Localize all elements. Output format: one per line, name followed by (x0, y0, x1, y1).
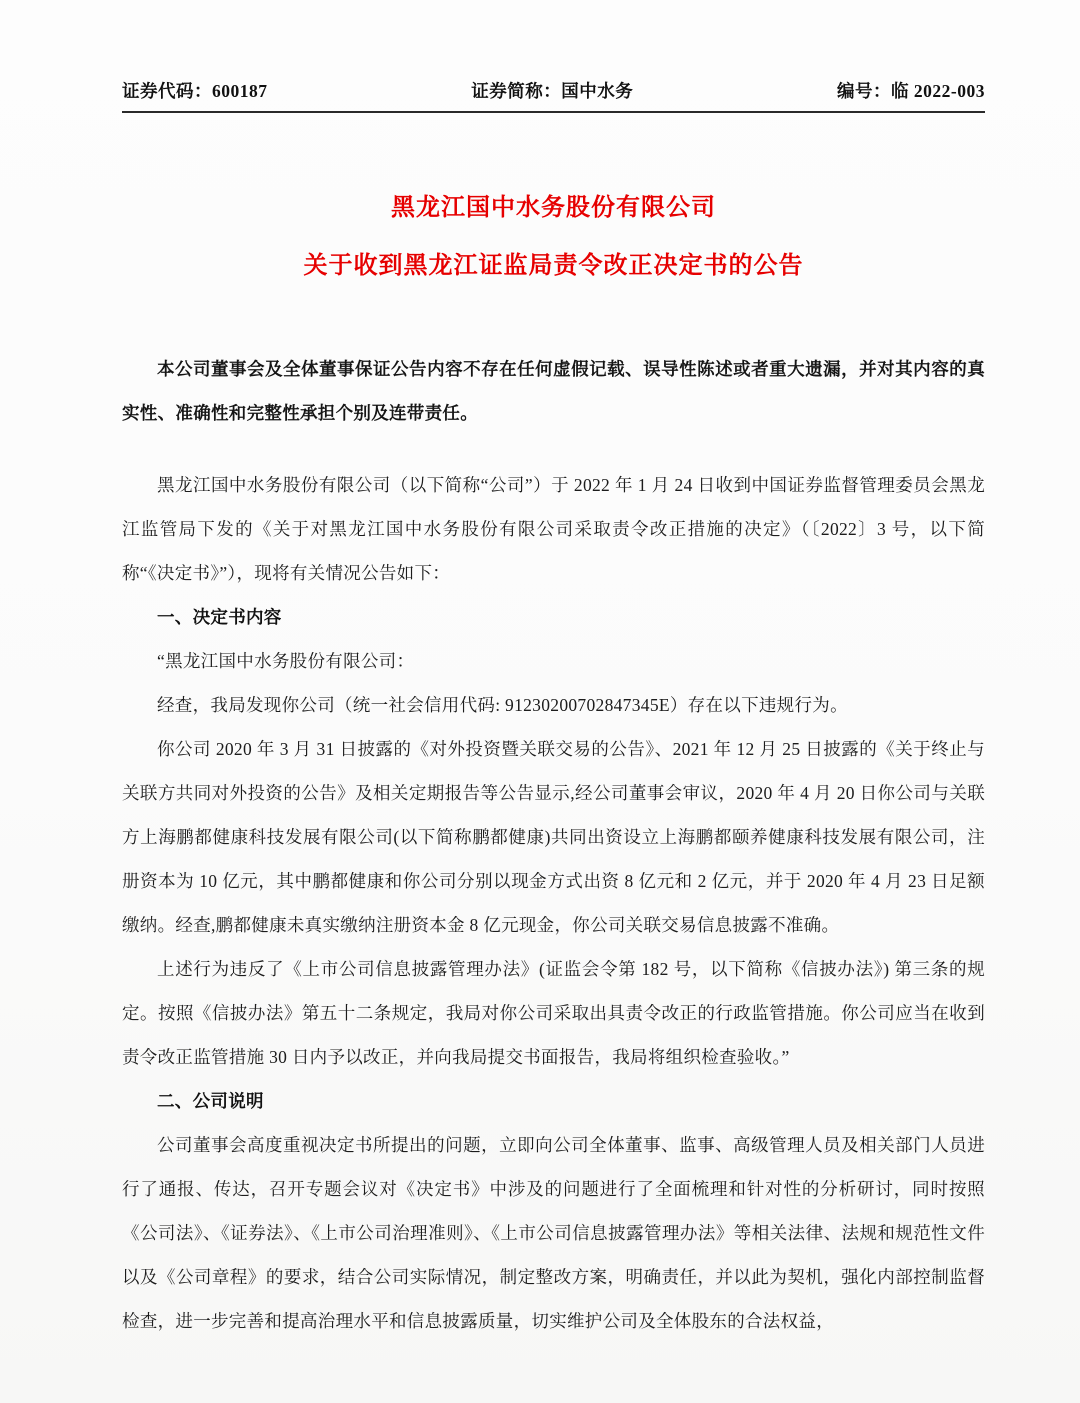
section-2-heading: 二、公司说明 (157, 1091, 264, 1111)
company-statement-paragraph: 公司董事会高度重视决定书所提出的问题，立即向公司全体董事、监事、高级管理人员及相关部门人员进行了通报、传达，召开专题会议对《决定书》中涉及的问题进行了全面梳理和针对性的分析研讨，同时按照《公司法》、《证券法》、《上市公司治理准则》、《上市公司信息披露管理办法》等相关法律、法规和规范性文件以及《公司章程》的要求，结合公司实际情况，制定整改方案，明确责任，并以此为契机，强化内部控制监督检查，进一步完善和提高治理水平和信息披露质量，切实维护公司及全体股东的合法权益， (122, 1135, 985, 1331)
board-disclaimer-paragraph: 本公司董事会及全体董事保证公告内容不存在任何虚假记载、误导性陈述或者重大遗漏，并对其内容的真实性、准确性和完整性承担个别及连带责任。 (122, 359, 985, 423)
document-header (122, 78, 985, 113)
doc-number-label: 编号：临 2022-003 (837, 81, 985, 101)
stock-code-label: 证券代码：600187 (122, 81, 268, 101)
title-announcement-subject: 关于收到黑龙江证监局责令改正决定书的公告 (303, 253, 804, 279)
document-body (122, 347, 985, 1343)
title-block (122, 179, 985, 295)
section-1-heading: 一、决定书内容 (157, 607, 282, 627)
decision-finding-paragraph: 经查，我局发现你公司（统一社会信用代码: 91230200702847345E）存在以下违规行为。 (157, 695, 848, 715)
intro-paragraph: 黑龙江国中水务股份有限公司（以下简称“公司”）于 2022 年 1 月 24 日收到中国证券监督管理委员会黑龙江监管局下发的《关于对黑龙江国中水务股份有限公司采取责令改正措施的决定》（〔2022〕3 号，以下简称“《决定书》”），现将有关情况公告如下： (122, 475, 985, 583)
decision-salutation-paragraph: “黑龙江国中水务股份有限公司： (157, 651, 415, 671)
title-company-name: 黑龙江国中水务股份有限公司 (391, 195, 716, 221)
decision-detail-paragraph: 你公司 2020 年 3 月 31 日披露的《对外投资暨关联交易的公告》、2021 年 12 月 25 日披露的《关于终止与关联方共同对外投资的公告》及相关定期报告等公告显示,经公司董事会审议，2020 年 4 月 20 日你公司与关联方上海鹏都健康科技发展有限公司(以下简称鹏都健康)共同出资设立上海鹏都颐养健康科技发展有限公司，注册资本为 10 亿元，其中鹏都健康和你公司分别以现金方式出资 8 亿元和 2 亿元，并于 2020 年 4 月 23 日足额缴纳。经查,鹏都健康未真实缴纳注册资本金 8 亿元现金，你公司关联交易信息披露不准确。 (122, 739, 985, 935)
decision-measure-paragraph: 上述行为违反了《上市公司信息披露管理办法》(证监会令第 182 号，以下简称《信披办法》) 第三条的规定。按照《信披办法》第五十二条规定，我局对你公司采取出具责令改正的行政监管措施。你公司应当在收到责令改正监管措施 30 日内予以改正，并向我局提交书面报告，我局将组织检查验收。” (122, 959, 985, 1067)
stock-name-label: 证券简称：国中水务 (471, 81, 634, 101)
